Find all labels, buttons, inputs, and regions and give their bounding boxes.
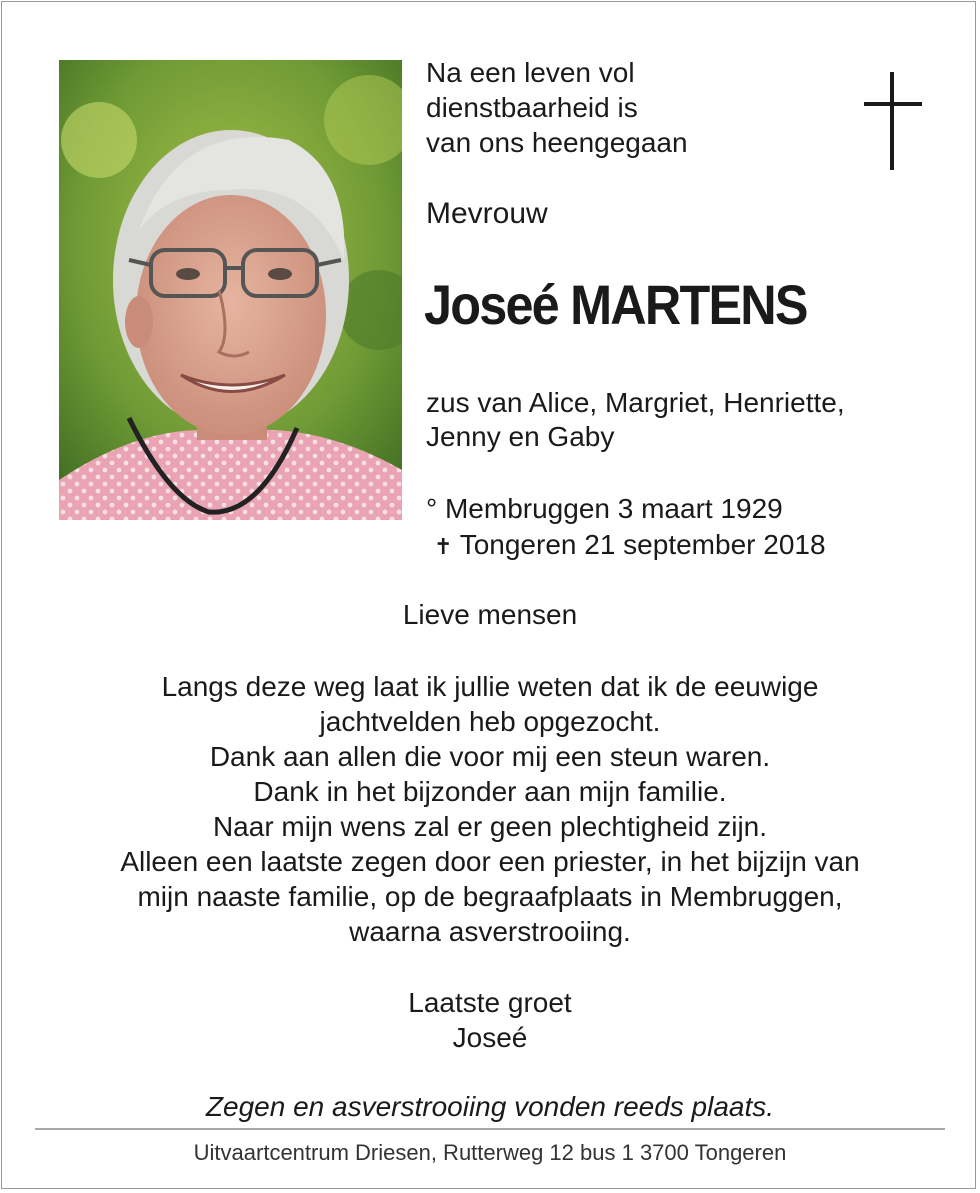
portrait-photo xyxy=(59,60,402,520)
closing-signature: Joseé xyxy=(452,1022,528,1053)
intro-text xyxy=(426,55,688,160)
funeral-home-footer: Uitvaartcentrum Driesen, Rutterweg 12 bus 1 3700 Tongeren xyxy=(193,1140,787,1165)
closing xyxy=(40,985,940,1055)
intro-line: dienstbaarheid is xyxy=(426,92,638,123)
siblings-text xyxy=(426,386,845,454)
message-line: Naar mijn wens zal er geen plechtigheid zijn. xyxy=(212,811,768,842)
siblings-line: zus van Alice, Margriet, Henriette, xyxy=(426,387,845,418)
intro-line: Na een leven vol xyxy=(426,57,635,88)
message-line: Dank aan allen die voor mij een steun waren. xyxy=(209,741,771,772)
death-cross-icon: ✝ xyxy=(434,534,453,559)
honorific: Mevrouw xyxy=(426,197,548,230)
birth-date xyxy=(426,491,826,527)
closing-line: Laatste groet xyxy=(408,987,572,1018)
death-text: Tongeren 21 september 2018 xyxy=(459,529,826,560)
message-line: mijn naaste familie, op de begraafplaats in Membruggen, xyxy=(137,881,843,912)
divider xyxy=(35,1128,945,1130)
birth-symbol: ° xyxy=(426,493,438,524)
message xyxy=(40,669,940,949)
deceased-name: Joseé MARTENS xyxy=(424,273,807,336)
final-note: Zegen en asverstrooiing vonden reeds plaats. xyxy=(205,1091,775,1122)
message-line: Alleen een laatste zegen door een priester, in het bijzijn van xyxy=(120,846,860,877)
cross-icon xyxy=(864,72,922,170)
message-line: jachtvelden heb opgezocht. xyxy=(319,706,661,737)
message-line: waarna asverstrooiing. xyxy=(349,916,631,947)
message-line: Langs deze weg laat ik jullie weten dat ik de eeuwige xyxy=(161,671,819,702)
intro-line: van ons heengegaan xyxy=(426,127,688,158)
greeting: Lieve mensen xyxy=(402,599,578,630)
life-dates xyxy=(426,491,826,565)
siblings-line: Jenny en Gaby xyxy=(426,421,615,452)
death-date xyxy=(426,527,826,565)
birth-text: Membruggen 3 maart 1929 xyxy=(444,493,783,524)
message-line: Dank in het bijzonder aan mijn familie. xyxy=(253,776,727,807)
